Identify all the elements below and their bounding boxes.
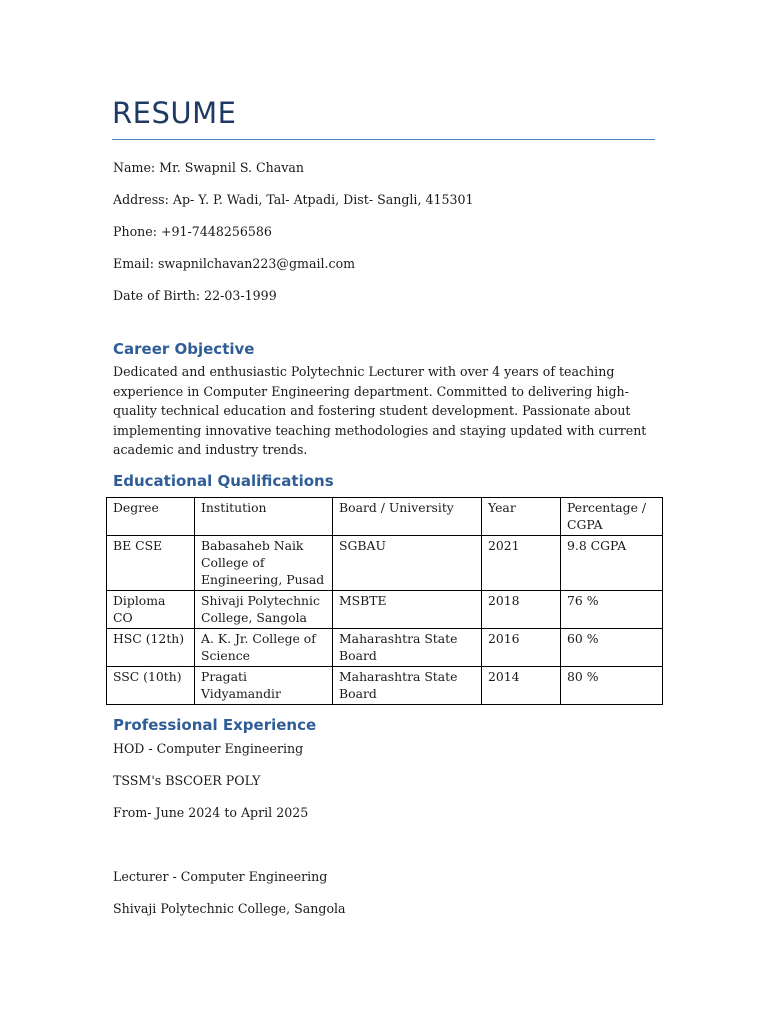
email-line: Email: swapnilchavan223@gmail.com [113,256,356,271]
header-cell: Institution [195,498,333,536]
table-cell: Diploma CO [107,591,195,629]
table-cell: 9.8 CGPA [561,536,663,591]
career-objective-text: Dedicated and enthusiastic Polytechnic Lecturer with over 4 years of teaching experience in Computer Engineering department. Committed to delivering high-quality technical education and fostering student development. Passionate about implementing innovative teaching methodologies and staying updated with current academic and industry trends. [113,364,647,457]
career-objective-heading: Career Objective [113,340,255,358]
experience-heading: Professional Experience [113,716,317,734]
table-cell: Maharashtra State Board [333,629,482,667]
table-cell: Shivaji Polytechnic College, Sangola [195,591,333,629]
table-cell: 60 % [561,629,663,667]
header-cell: Degree [107,498,195,536]
job-role: HOD - Computer Engineering [113,741,304,756]
header-cell: Percentage / CGPA [561,498,663,536]
table-header-row [107,498,663,536]
resume-title: RESUME [112,96,237,130]
education-heading: Educational Qualifications [113,472,334,490]
table-cell: Pragati Vidyamandir [195,667,333,705]
education-table [106,497,663,705]
table-row [107,629,663,667]
table-row [107,591,663,629]
table-cell: A. K. Jr. College of Science [195,629,333,667]
header-cell: Year [482,498,561,536]
table-cell: 2021 [482,536,561,591]
table-cell: BE CSE [107,536,195,591]
dob-line: Date of Birth: 22-03-1999 [113,288,277,303]
job-organization: TSSM's BSCOER POLY [113,773,261,788]
table-cell: 2014 [482,667,561,705]
phone-line: Phone: +91-7448256586 [113,224,272,239]
table-cell: 2018 [482,591,561,629]
table-row [107,667,663,705]
table-cell: 80 % [561,667,663,705]
table-cell: SSC (10th) [107,667,195,705]
table-row [107,536,663,591]
table-cell: Babasaheb Naik College of Engineering, Pusad [195,536,333,591]
table-cell: 2016 [482,629,561,667]
table-cell: SGBAU [333,536,482,591]
name-line: Name: Mr. Swapnil S. Chavan [113,160,305,175]
table-cell: MSBTE [333,591,482,629]
title-divider [112,139,655,140]
job-period: From- June 2024 to April 2025 [113,805,309,820]
header-cell: Board / University [333,498,482,536]
table-cell: HSC (12th) [107,629,195,667]
table-cell: 76 % [561,591,663,629]
job-role: Lecturer - Computer Engineering [113,869,328,884]
table-cell: Maharashtra State Board [333,667,482,705]
job-organization: Shivaji Polytechnic College, Sangola [113,901,346,916]
address-line: Address: Ap- Y. P. Wadi, Tal- Atpadi, Dist- Sangli, 415301 [113,192,474,207]
